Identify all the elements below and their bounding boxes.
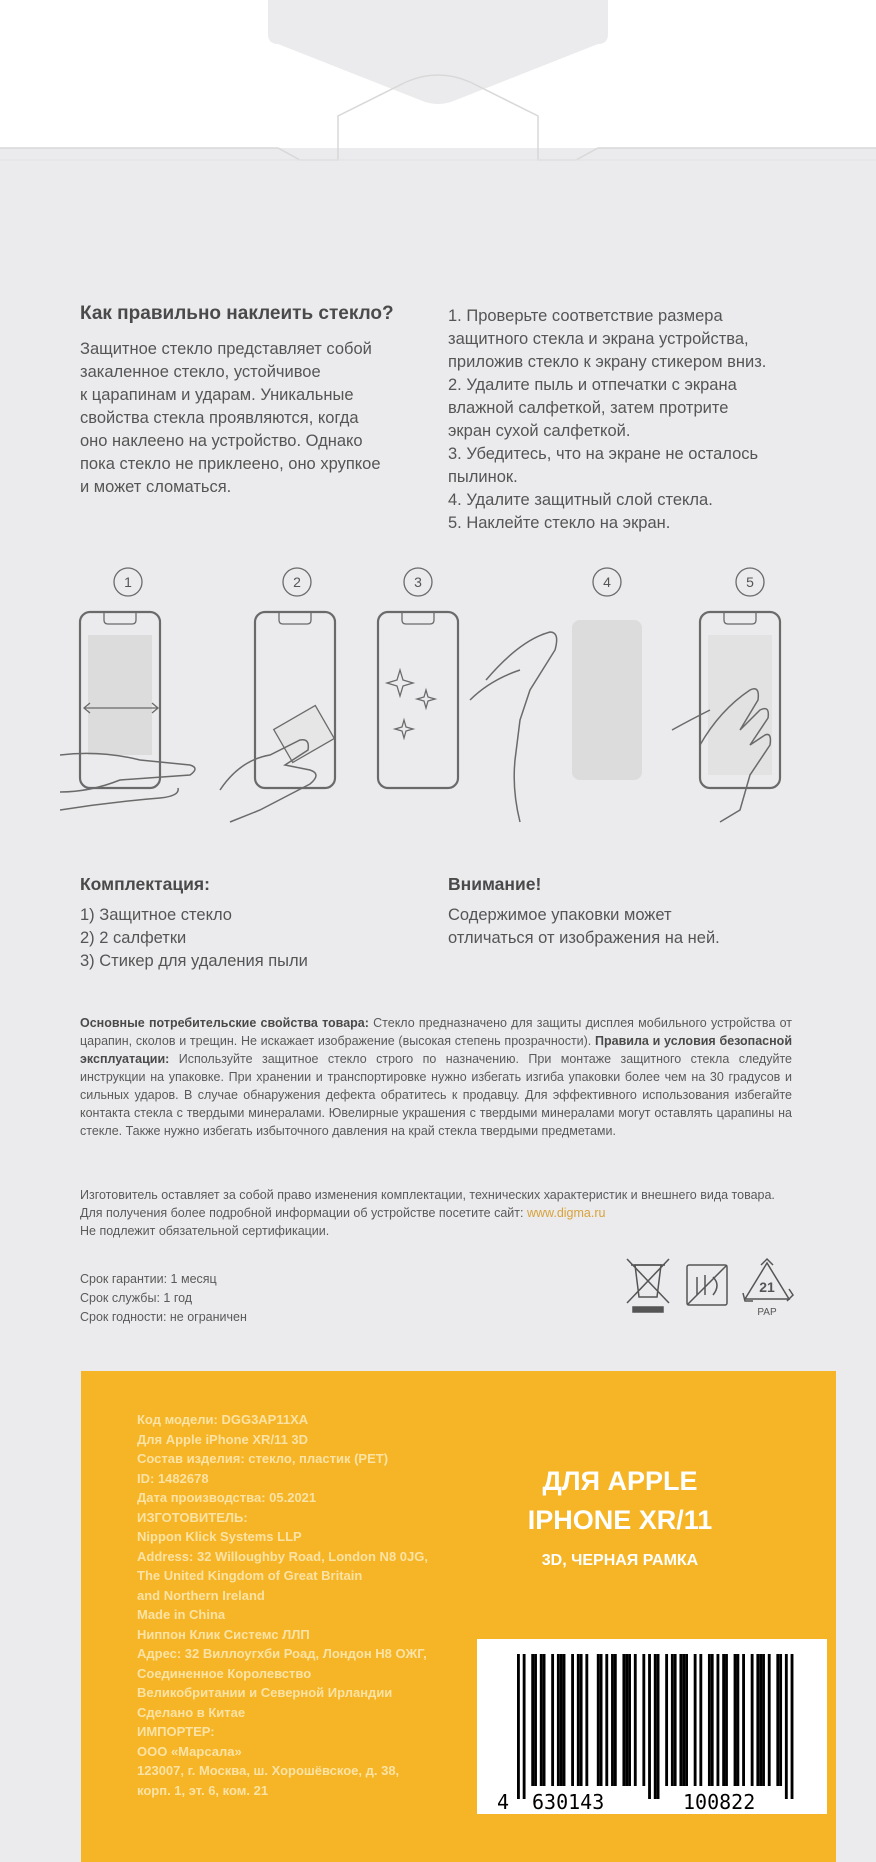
barcode-bar [674, 1654, 677, 1786]
barcode-bar [685, 1654, 688, 1786]
barcode-bar [711, 1654, 714, 1786]
barcode-bar [563, 1654, 566, 1786]
recycle-number: 21 [759, 1279, 775, 1295]
not-for-food-icon [687, 1265, 727, 1305]
barcode-bar [614, 1654, 617, 1786]
kit-list: 1) Защитное стекло 2) 2 салфетки 3) Стикер для удаления пыли [80, 906, 308, 970]
barcode-bar [540, 1654, 543, 1786]
barcode-bar [625, 1654, 628, 1786]
compliance-icons [625, 1255, 815, 1335]
barcode-right-digits: 100822 [683, 1790, 756, 1814]
barcode-bar [634, 1654, 637, 1786]
barcode-bar [560, 1654, 563, 1786]
barcode-bar [585, 1654, 588, 1786]
barcode-bar [791, 1654, 794, 1799]
barcode-bar [665, 1654, 668, 1786]
warranty-info: Срок гарантии: 1 месяц Срок службы: 1 год Срок годности: не ограничен [80, 1272, 247, 1324]
barcode-bar [577, 1654, 580, 1786]
barcode-bar [717, 1654, 720, 1786]
barcode-bar [768, 1654, 771, 1786]
barcode-bar [699, 1654, 702, 1786]
barcode-bar [671, 1654, 674, 1786]
barcode-bar [622, 1654, 625, 1786]
product-subtitle: 3D, ЧЕРНАЯ РАМКА [541, 1552, 699, 1569]
barcode-bar [628, 1654, 631, 1786]
barcode-bar [742, 1654, 745, 1786]
crossed-bin-icon [627, 1259, 669, 1312]
barcode-bar [736, 1654, 739, 1786]
barcode-bar [600, 1654, 603, 1786]
barcode-bar [776, 1654, 779, 1786]
product-title-line2: IPHONE XR/11 [527, 1505, 713, 1535]
step-2-number: 2 [293, 574, 301, 590]
step-5-number: 5 [746, 574, 754, 590]
step-4-number: 4 [603, 574, 611, 590]
barcode-bar [708, 1654, 711, 1786]
step-3-number: 3 [414, 574, 422, 590]
instruction-illustrations [60, 560, 820, 830]
barcode-bars [477, 1639, 827, 1814]
barcode-bar [682, 1654, 685, 1786]
barcode-bar [751, 1654, 754, 1786]
barcode-bar [759, 1654, 762, 1786]
barcode-bar [679, 1654, 682, 1786]
howto-title: Как правильно наклеить стекло? [80, 303, 394, 324]
barcode-first-digit: 4 [497, 1790, 510, 1814]
barcode-bar [543, 1654, 546, 1786]
kit-title: Комплектация: [80, 874, 210, 894]
barcode-bar [597, 1654, 600, 1786]
barcode-bar [534, 1654, 537, 1786]
barcode-bar [557, 1654, 560, 1786]
barcode-bar [531, 1654, 534, 1786]
attention-title: Внимание! [448, 874, 542, 894]
label-details: Код модели: DGG3AP11XA Для Apple iPhone XR/11 3D Состав изделия: стекло, пластик (PET) ID: 1482678 Дата производства: 05.2021 ИЗГОТОВИТЕЛЬ: Nippon Klick Systems LLP Address: 32 Willoughby Road, London N8 0JG, The United Kingdom of Great Britain and Northern Ireland Made in China Ниппон Клик Системс ЛЛП Адрес: 32 Виллоугхби Роад, Лондон Н8 ОЖГ, Соединенное Королевство Великобритании и Северной Ирландии Сделано в Китае ИМПОРТЕР: ООО «Марсала» 123007, г. Москва, ш. Хорошёвское, д. 38, корп. 1, эт. 6, ком. 21 [137, 1412, 428, 1798]
maker-notes: Изготовитель оставляет за собой право изменения комплектации, технических характеристик и внешнего вида товара. Для получения более подробной информации об устройстве посетите сайт: www.digma.ru Не подлежит обязательной сертификации. [80, 1188, 775, 1238]
barcode-bar [785, 1654, 788, 1799]
barcode-bar [657, 1654, 660, 1799]
barcode-bar [580, 1654, 583, 1786]
attention-text: Содержимое упаковки может отличаться от изображения на ней. [448, 906, 720, 947]
step-1-number: 1 [124, 574, 132, 590]
barcode-bar [523, 1654, 526, 1799]
barcode-bar [762, 1654, 765, 1786]
barcode-bar [725, 1654, 728, 1786]
product-title-line1: ДЛЯ APPLE [542, 1466, 698, 1496]
barcode-bar [517, 1654, 520, 1799]
howto-intro: Защитное стекло представляет собой закаленное стекло, устойчивое к царапинам и ударам. Уникальные свойства стекла проявляются, когда оно наклеено на устройство. Однако пока стекло не приклеено, оно хрупкое и может сломаться. [80, 340, 381, 496]
barcode-bar [605, 1654, 608, 1786]
barcode-bar [648, 1654, 651, 1799]
hang-tab [0, 0, 876, 200]
barcode-bar [756, 1654, 759, 1786]
consumer-properties: Основные потребительские свойства товара: Стекло предназначено для защиты дисплея мобильного устройства от царапин, сколов и трещин. Не искажает изображение (высокая степень прозрачности). Правила и условия безопасной эксплуатации: Используйте защитное стекло строго по назначению. При монтаже защитного стекла следуйте инструкции на упаковке. При хранении и транспортировке нужно избегать изгиба упаковки более чем на 30 градусов и сильных ударов. В случае обнаружения дефекта обратитесь к продавцу. Для эффективного использования избегайте контакта стекла с твердыми минералами. Ювелирные украшения с твердыми минералами могут оставлять царапины на стекле. Также нужно избегать избыточного давления на край стекла твердыми предметами. [80, 1016, 793, 1138]
barcode-bar [611, 1654, 614, 1786]
barcode-bar [694, 1654, 697, 1786]
barcode-bar [642, 1654, 645, 1786]
website-link[interactable]: www.digma.ru [526, 1206, 606, 1220]
barcode [477, 1639, 827, 1814]
barcode-bar [779, 1654, 782, 1786]
barcode-bar [571, 1654, 574, 1786]
barcode-bar [734, 1654, 737, 1786]
barcode-bar [722, 1654, 725, 1786]
barcode-left-digits: 630143 [532, 1790, 605, 1814]
barcode-bar [551, 1654, 554, 1786]
barcode-bar [654, 1654, 657, 1799]
recycle-code: PAP [757, 1307, 777, 1318]
howto-steps: 1. Проверьте соответствие размера защитного стекла и экрана устройства, приложив стекло к экрану стикером вниз. 2. Удалите пыль и отпечатки с экрана влажной салфеткой, затем протрите экран сухой салфеткой. 3. Убедитесь, что на экране не осталось пылинок. 4. Удалите защитный слой стекла. 5. Наклейте стекло на экран. [448, 307, 767, 532]
